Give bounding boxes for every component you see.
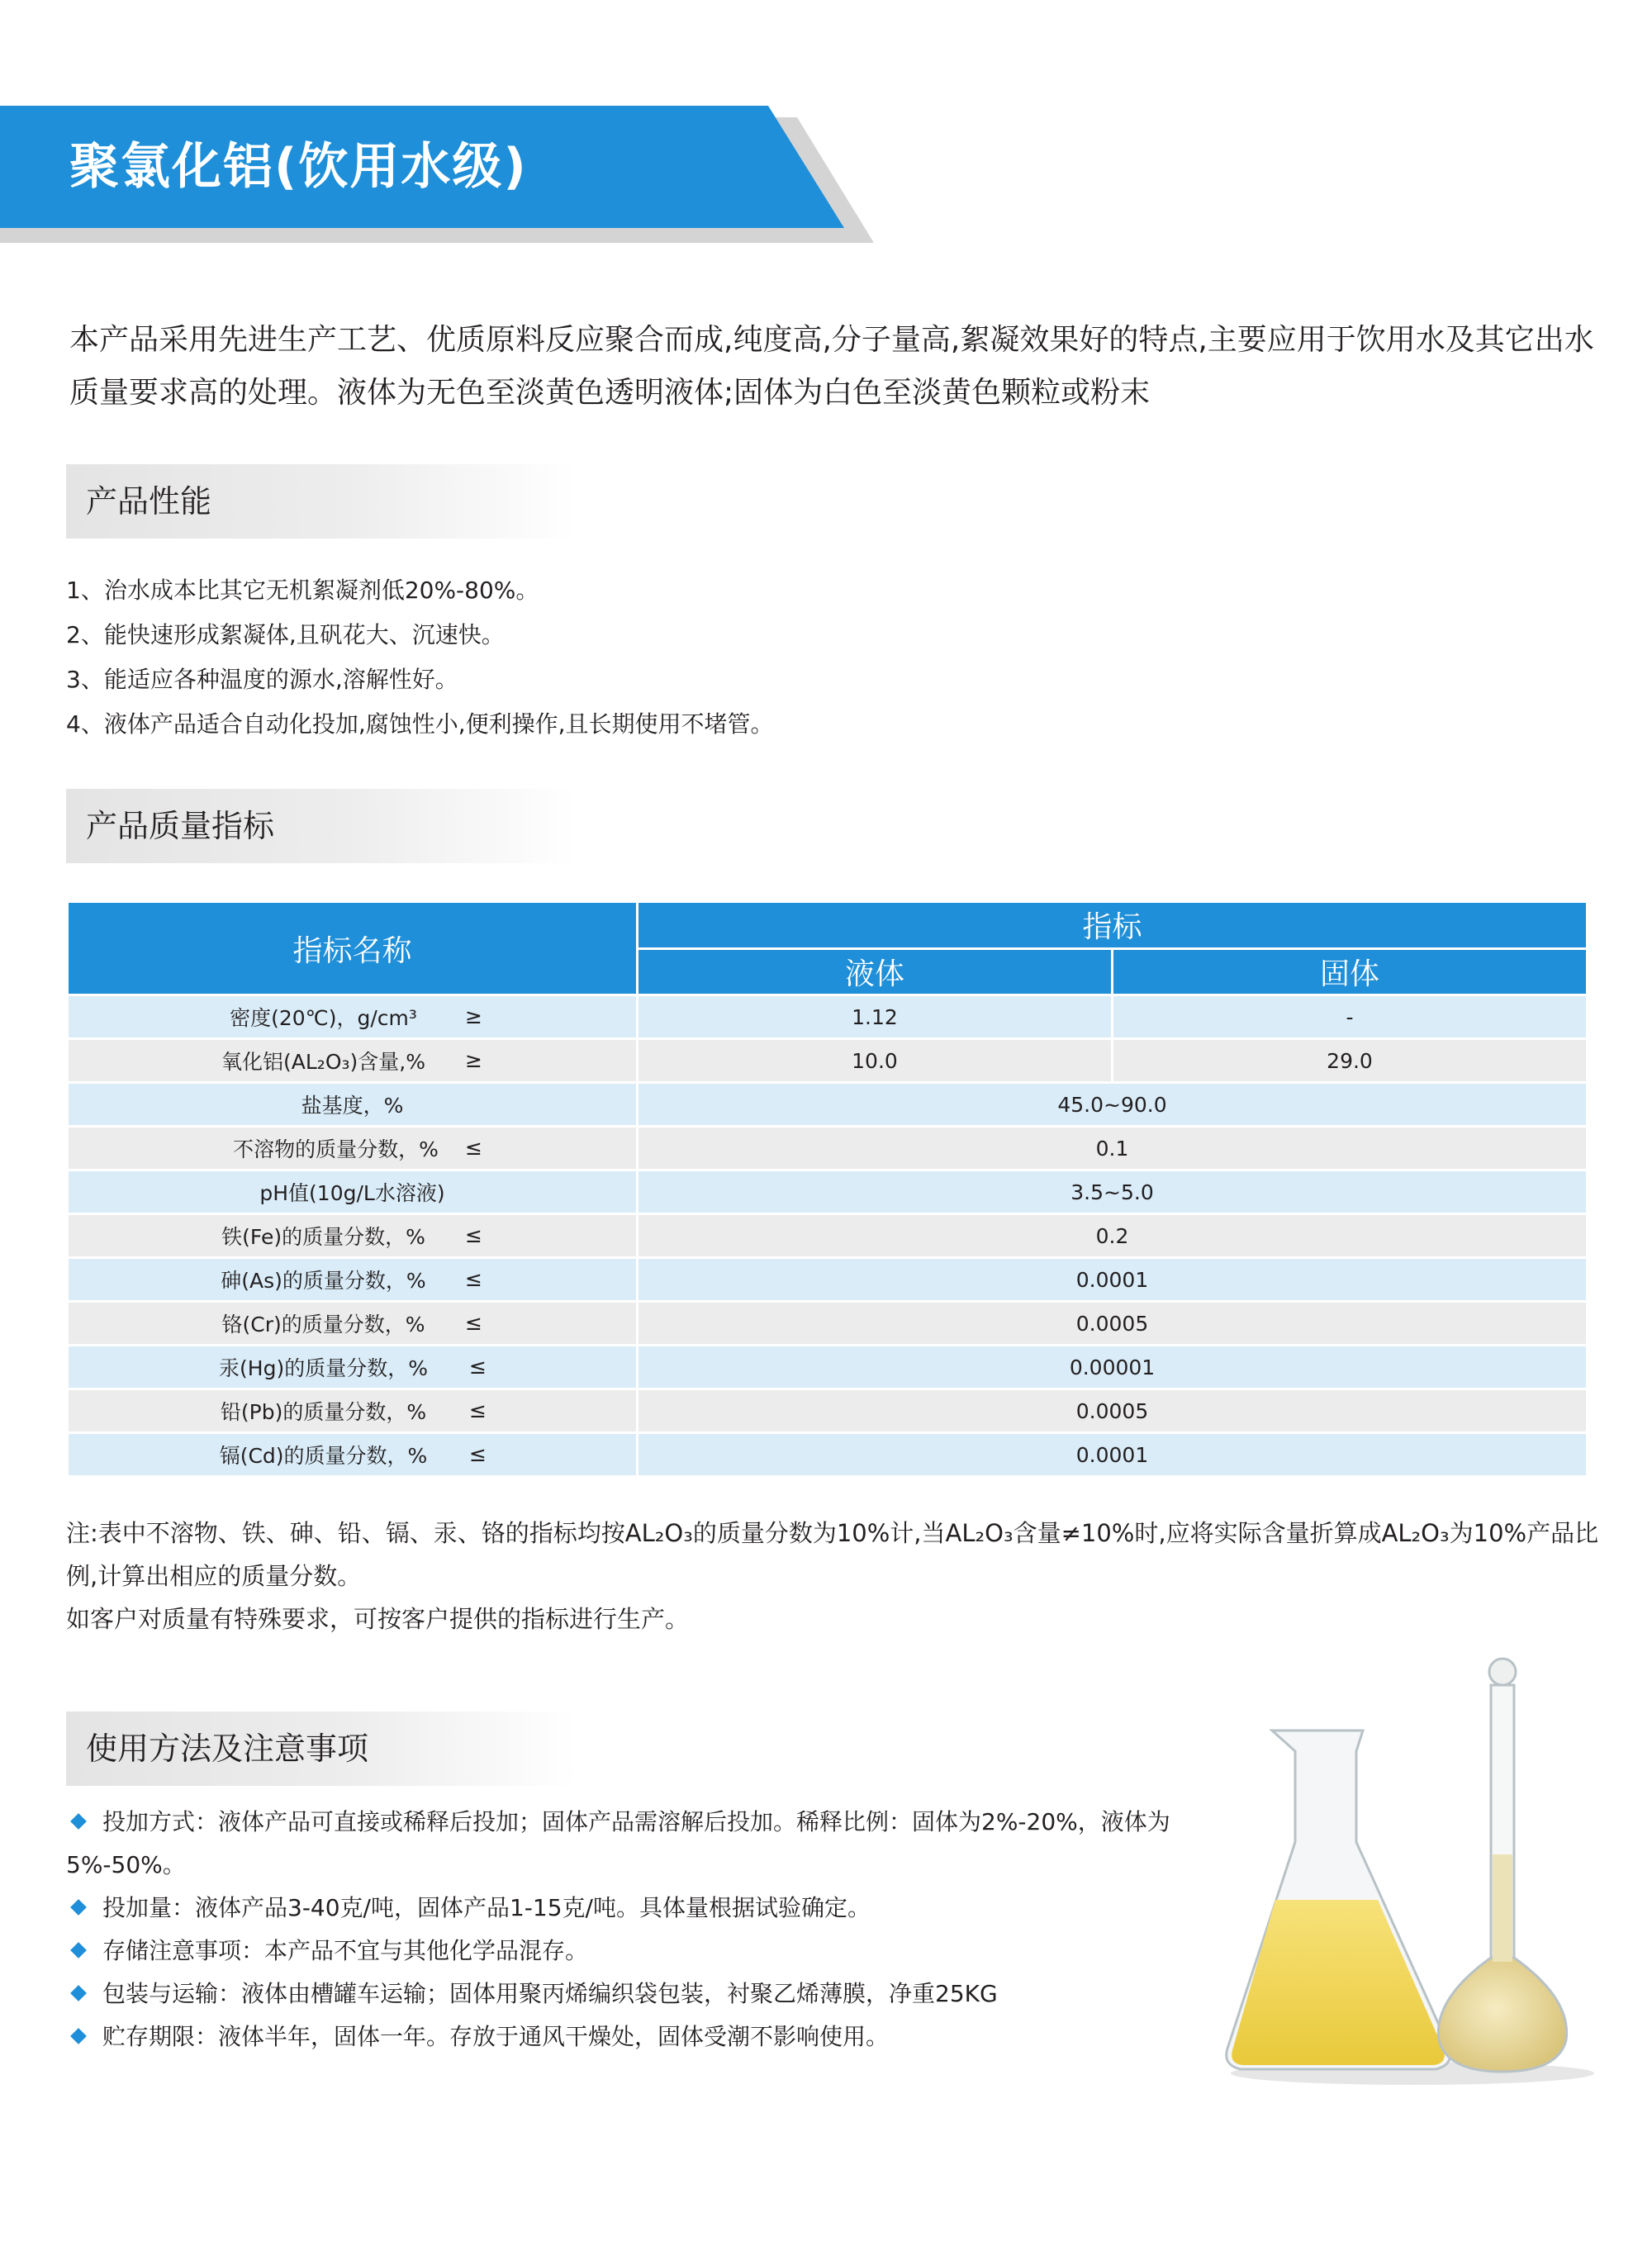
diamond-bullet-icon — [70, 1985, 87, 2001]
table-row — [68, 995, 1588, 1039]
product-intro: 本产品采用先进生产工艺、优质原料反应聚合而成,纯度高,分子量高,絮凝效果好的特点,主要应用于饮用水及其它出水质量要求高的处理。液体为无色至淡黄色透明液体;固体为白色至淡黄色颗粒或粉末 — [69, 323, 1594, 410]
list-item — [66, 1887, 1222, 1930]
row-relation: ≤ — [469, 1398, 487, 1422]
row-name: 铅(Pb)的质量分数，% — [220, 1400, 427, 1424]
liquid-in-neck — [1493, 1854, 1512, 1962]
row-name-cell — [68, 1258, 638, 1302]
row-name: 汞(Hg)的质量分数，% — [219, 1356, 428, 1380]
row-name: 氧化铝(AL₂O₃)含量,% — [221, 1050, 425, 1074]
cell-liquid: 1.12 — [638, 995, 1113, 1039]
cell-solid: 29.0 — [1113, 1039, 1588, 1083]
row-name: 砷(As)的质量分数，% — [221, 1269, 426, 1293]
row-relation: ≤ — [465, 1311, 482, 1335]
note-calculation: 注:表中不溶物、铁、砷、铅、镉、汞、铬的指标均按AL₂O₃的质量分数为10%计,当AL₂O₃含量≠10%时,应将实际含量折算成AL₂O₃为10%产品比例,计算出相应的质量分数。 — [66, 1519, 1599, 1590]
row-name: 不溶物的质量分数，% — [233, 1137, 439, 1161]
header-liquid: 液体 — [638, 948, 1113, 995]
row-relation: ≤ — [469, 1442, 487, 1466]
note-custom: 如客户对质量有特殊要求，可按客户提供的指标进行生产。 — [66, 1605, 690, 1633]
table-row — [68, 1433, 1588, 1477]
row-relation: ≤ — [465, 1136, 482, 1160]
header-index-name: 指标名称 — [68, 902, 638, 995]
row-relation: ≥ — [465, 1048, 482, 1072]
list-item: 3、能适应各种温度的源水,溶解性好。 — [66, 666, 458, 693]
page-title: 聚氯化铝(饮用水级) — [69, 138, 528, 196]
performance-list — [66, 568, 774, 747]
row-name-cell — [68, 1302, 638, 1346]
header-index: 指标 — [638, 902, 1588, 949]
section-header-quality — [66, 789, 578, 863]
diamond-bullet-icon — [70, 1942, 87, 1959]
list-item — [66, 1930, 1222, 1973]
diamond-bullet-icon — [70, 1899, 87, 1916]
diamond-bullet-icon — [70, 1813, 87, 1830]
usage-text: 投加量：液体产品3-40克/吨，固体产品1-15克/吨。具体量根据试验确定。 — [102, 1894, 871, 1921]
section-header-performance — [66, 464, 578, 539]
cell-value: 0.0001 — [638, 1433, 1588, 1477]
cell-value: 0.00001 — [638, 1346, 1588, 1389]
usage-text: 存储注意事项：本产品不宜与其他化学品混存。 — [102, 1937, 589, 1964]
list-item: 4、液体产品适合自动化投加,腐蚀性小,便利操作,且长期使用不堵管。 — [66, 710, 774, 738]
section-header-usage — [66, 1712, 578, 1786]
section-title-performance: 产品性能 — [86, 483, 212, 520]
row-name-cell — [68, 995, 638, 1039]
list-item: 1、治水成本比其它无机絮凝剂低20%-80%。 — [66, 577, 539, 604]
row-name-cell — [68, 1039, 638, 1083]
row-name: pH值(10g/L水溶液) — [68, 1170, 638, 1214]
row-name-cell — [68, 1346, 638, 1389]
table-row — [68, 1039, 1588, 1083]
usage-list — [66, 1801, 1222, 2058]
cell-value: 0.0001 — [638, 1258, 1588, 1302]
section-title-quality: 产品质量指标 — [86, 808, 275, 844]
row-relation: ≥ — [465, 1004, 482, 1028]
row-name-cell — [68, 1389, 638, 1433]
row-name-cell — [68, 1214, 638, 1258]
row-relation: ≤ — [465, 1223, 482, 1247]
cell-value: 0.0005 — [638, 1389, 1588, 1433]
section-title-usage: 使用方法及注意事项 — [86, 1731, 369, 1767]
table-row — [68, 1083, 1588, 1127]
row-relation: ≤ — [465, 1267, 482, 1291]
list-item — [66, 1801, 1222, 1887]
list-item — [66, 1973, 1222, 2015]
list-item — [66, 2015, 1222, 2058]
flask-stopper — [1489, 1659, 1516, 1685]
cell-value: 3.5~5.0 — [638, 1170, 1588, 1214]
table-row — [68, 1170, 1588, 1214]
row-name-cell — [68, 1127, 638, 1170]
yellow-powder — [1232, 1900, 1445, 2065]
row-name: 密度(20℃)，g/cm³ — [230, 1006, 417, 1030]
row-relation: ≤ — [469, 1355, 487, 1379]
usage-text: 贮存期限：液体半年，固体一年。存放于通风干燥处，固体受潮不影响使用。 — [102, 2023, 890, 2050]
table-row — [68, 1389, 1588, 1433]
cell-solid: - — [1113, 995, 1588, 1039]
cell-liquid: 10.0 — [638, 1039, 1113, 1083]
diamond-bullet-icon — [70, 2028, 87, 2044]
usage-text: 包装与运输：液体由槽罐车运输；固体用聚丙烯编织袋包装，衬聚乙烯薄膜，净重25KG — [102, 1980, 998, 2007]
cell-value: 0.2 — [638, 1214, 1588, 1258]
table-notes — [66, 1512, 1602, 1640]
list-item: 2、能快速形成絮凝体,且矾花大、沉速快。 — [66, 621, 505, 648]
row-name: 盐基度，% — [68, 1083, 638, 1127]
header-solid: 固体 — [1113, 948, 1588, 995]
usage-text: 投加方式：液体产品可直接或稀释后投加；固体产品需溶解后投加。稀释比例：固体为2%-20%，液体为5%-50%。 — [66, 1808, 1170, 1878]
row-name: 镉(Cd)的质量分数，% — [219, 1444, 428, 1468]
table-row — [68, 1346, 1588, 1389]
row-name-cell — [68, 1433, 638, 1477]
volumetric-flask-liquid — [1438, 1958, 1566, 2072]
cell-value: 0.0005 — [638, 1302, 1588, 1346]
table-row — [68, 1302, 1588, 1346]
cell-value: 0.1 — [638, 1127, 1588, 1170]
table-row — [68, 1214, 1588, 1258]
table-row — [68, 1258, 1588, 1302]
table-row — [68, 1127, 1588, 1170]
quality-spec-table — [66, 900, 1588, 1478]
cell-value: 45.0~90.0 — [638, 1083, 1588, 1127]
row-name: 铁(Fe)的质量分数，% — [221, 1225, 425, 1249]
row-name: 铬(Cr)的质量分数，% — [221, 1313, 425, 1337]
product-flasks-image — [1222, 1652, 1602, 2090]
